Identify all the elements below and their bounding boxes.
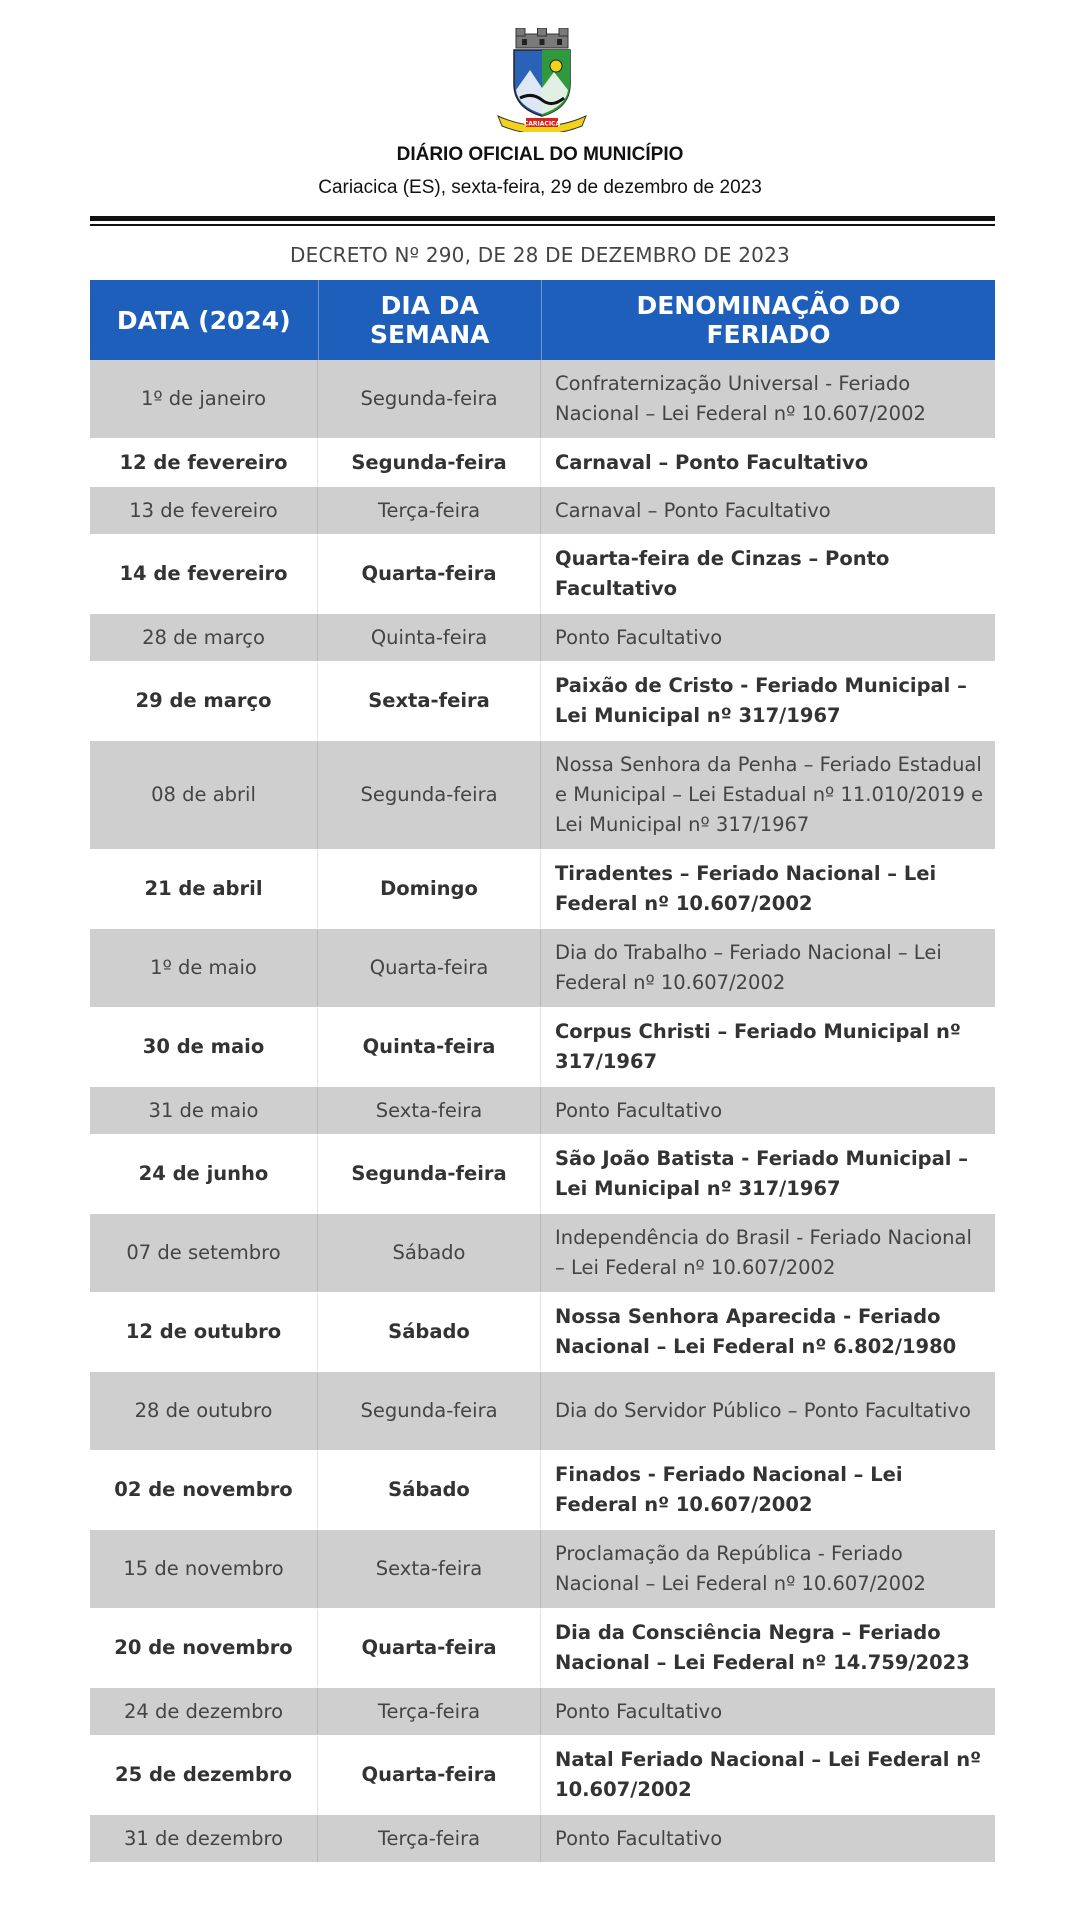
table-row	[90, 1372, 995, 1451]
cell-date: 02 de novembro	[90, 1451, 318, 1529]
table-row	[90, 1688, 995, 1736]
cell-weekday: Quarta-feira	[318, 535, 541, 613]
table-row	[90, 1451, 995, 1530]
cell-holiday-name: Independência do Brasil - Feriado Nacional – Lei Federal nº 10.607/2002	[555, 1226, 972, 1279]
cell-holiday-name: Natal Feriado Nacional – Lei Federal nº 10.607/2002	[555, 1748, 982, 1801]
cell-holiday-name: Nossa Senhora Aparecida - Feriado Nacional – Lei Federal nº 6.802/1980	[555, 1305, 957, 1358]
cell-weekday: Segunda-feira	[318, 741, 541, 849]
table-row	[90, 487, 995, 535]
table-row	[90, 1609, 995, 1688]
cell-weekday: Quarta-feira	[318, 929, 541, 1007]
cell-holiday-name: Quarta-feira de Cinzas – Ponto Facultativo	[555, 547, 890, 600]
cell-weekday: Sábado	[318, 1451, 541, 1529]
holiday-table	[90, 280, 995, 1863]
cell-holiday-name: Dia do Servidor Público – Ponto Facultativo	[555, 1399, 971, 1422]
cell-date: 30 de maio	[90, 1008, 318, 1086]
cell-weekday: Quinta-feira	[318, 614, 541, 661]
cell-weekday: Segunda-feira	[318, 1135, 541, 1213]
cell-holiday-name: Dia da Consciência Negra – Feriado Nacional – Lei Federal nº 14.759/2023	[555, 1621, 970, 1674]
table-row	[90, 1135, 995, 1214]
cell-date: 24 de dezembro	[90, 1688, 318, 1735]
cell-holiday-name: Proclamação da República - Feriado Nacional – Lei Federal nº 10.607/2002	[555, 1542, 926, 1595]
cell-date: 14 de fevereiro	[90, 535, 318, 613]
cell-date: 07 de setembro	[90, 1214, 318, 1292]
cell-holiday-name: Carnaval – Ponto Facultativo	[555, 498, 831, 522]
cell-holiday-name: Nossa Senhora da Penha – Feriado Estadual e Municipal – Lei Estadual nº 11.010/2019 e Lei Municipal nº 317/1967	[555, 753, 984, 836]
municipal-coat-of-arms-icon	[492, 28, 592, 132]
cell-holiday-name: Ponto Facultativo	[555, 1098, 723, 1122]
cell-holiday-name: Tiradentes – Feriado Nacional – Lei Federal nº 10.607/2002	[555, 862, 937, 915]
table-row	[90, 741, 995, 850]
cell-date: 08 de abril	[90, 741, 318, 849]
cell-holiday-name: Paixão de Cristo - Feriado Municipal – Lei Municipal nº 317/1967	[555, 674, 967, 727]
table-row	[90, 535, 995, 614]
cell-date: 28 de outubro	[90, 1372, 318, 1450]
cell-holiday-name: Ponto Facultativo	[555, 1826, 723, 1850]
cell-weekday: Terça-feira	[318, 1688, 541, 1735]
header-divider-thick	[90, 216, 995, 221]
table-row	[90, 439, 995, 487]
header-weekday: DIA DA SEMANA	[319, 280, 543, 360]
cell-date: 29 de março	[90, 662, 318, 740]
cell-date: 28 de março	[90, 614, 318, 661]
table-row	[90, 1530, 995, 1609]
cell-weekday: Quarta-feira	[318, 1609, 541, 1687]
cell-weekday: Segunda-feira	[318, 1372, 541, 1450]
header-divider-thin	[90, 224, 995, 226]
cell-holiday-name: Dia do Trabalho – Feriado Nacional – Lei Federal nº 10.607/2002	[555, 941, 942, 994]
cell-date: 20 de novembro	[90, 1609, 318, 1687]
decree-title: DECRETO Nº 290, DE 28 DE DEZEMBRO DE 2023	[290, 243, 790, 267]
cell-date: 25 de dezembro	[90, 1736, 318, 1814]
cell-date: 15 de novembro	[90, 1530, 318, 1608]
cell-weekday: Terça-feira	[318, 487, 541, 534]
cell-holiday-name: Carnaval – Ponto Facultativo	[555, 450, 869, 474]
cell-weekday: Segunda-feira	[318, 360, 541, 438]
cell-date: 12 de fevereiro	[90, 439, 318, 486]
cell-weekday: Terça-feira	[318, 1815, 541, 1862]
cell-date: 1º de maio	[90, 929, 318, 1007]
cell-weekday: Quarta-feira	[318, 1736, 541, 1814]
cell-holiday-name: Corpus Christi – Feriado Municipal nº 317/1967	[555, 1020, 961, 1073]
cell-holiday-name: Finados - Feriado Nacional – Lei Federal nº 10.607/2002	[555, 1463, 903, 1516]
cell-weekday: Quinta-feira	[318, 1008, 541, 1086]
table-row	[90, 929, 995, 1008]
cell-weekday: Domingo	[318, 850, 541, 928]
table-row	[90, 1087, 995, 1135]
crest-label: CARIACICA	[523, 120, 561, 128]
cell-weekday: Segunda-feira	[318, 439, 541, 486]
cell-date: 1º de janeiro	[90, 360, 318, 438]
table-row	[90, 1815, 995, 1863]
table-row	[90, 1736, 995, 1815]
cell-holiday-name: São João Batista - Feriado Municipal – Lei Municipal nº 317/1967	[555, 1147, 968, 1200]
cell-holiday-name: Confraternização Universal - Feriado Nacional – Lei Federal nº 10.607/2002	[555, 372, 926, 425]
table-row	[90, 850, 995, 929]
issue-date-line: Cariacica (ES), sexta-feira, 29 de dezembro de 2023	[318, 177, 762, 198]
cell-date: 13 de fevereiro	[90, 487, 318, 534]
cell-date: 31 de maio	[90, 1087, 318, 1134]
header-date: DATA (2024)	[90, 280, 319, 360]
table-row	[90, 662, 995, 741]
cell-weekday: Sexta-feira	[318, 662, 541, 740]
cell-holiday-name: Ponto Facultativo	[555, 625, 723, 649]
cell-date: 31 de dezembro	[90, 1815, 318, 1862]
cell-weekday: Sábado	[318, 1293, 541, 1371]
table-row	[90, 360, 995, 439]
publication-title: DIÁRIO OFICIAL DO MUNICÍPIO	[396, 144, 684, 165]
header-holiday-name: DENOMINAÇÃO DO FERIADO	[636, 291, 901, 349]
table-row	[90, 1008, 995, 1087]
table-header	[90, 280, 995, 360]
table-row	[90, 614, 995, 662]
cell-date: 12 de outubro	[90, 1293, 318, 1371]
cell-holiday-name: Ponto Facultativo	[555, 1699, 723, 1723]
cell-weekday: Sábado	[318, 1214, 541, 1292]
cell-date: 24 de junho	[90, 1135, 318, 1213]
table-row	[90, 1214, 995, 1293]
cell-weekday: Sexta-feira	[318, 1087, 541, 1134]
cell-date: 21 de abril	[90, 850, 318, 928]
table-row	[90, 1293, 995, 1372]
cell-weekday: Sexta-feira	[318, 1530, 541, 1608]
